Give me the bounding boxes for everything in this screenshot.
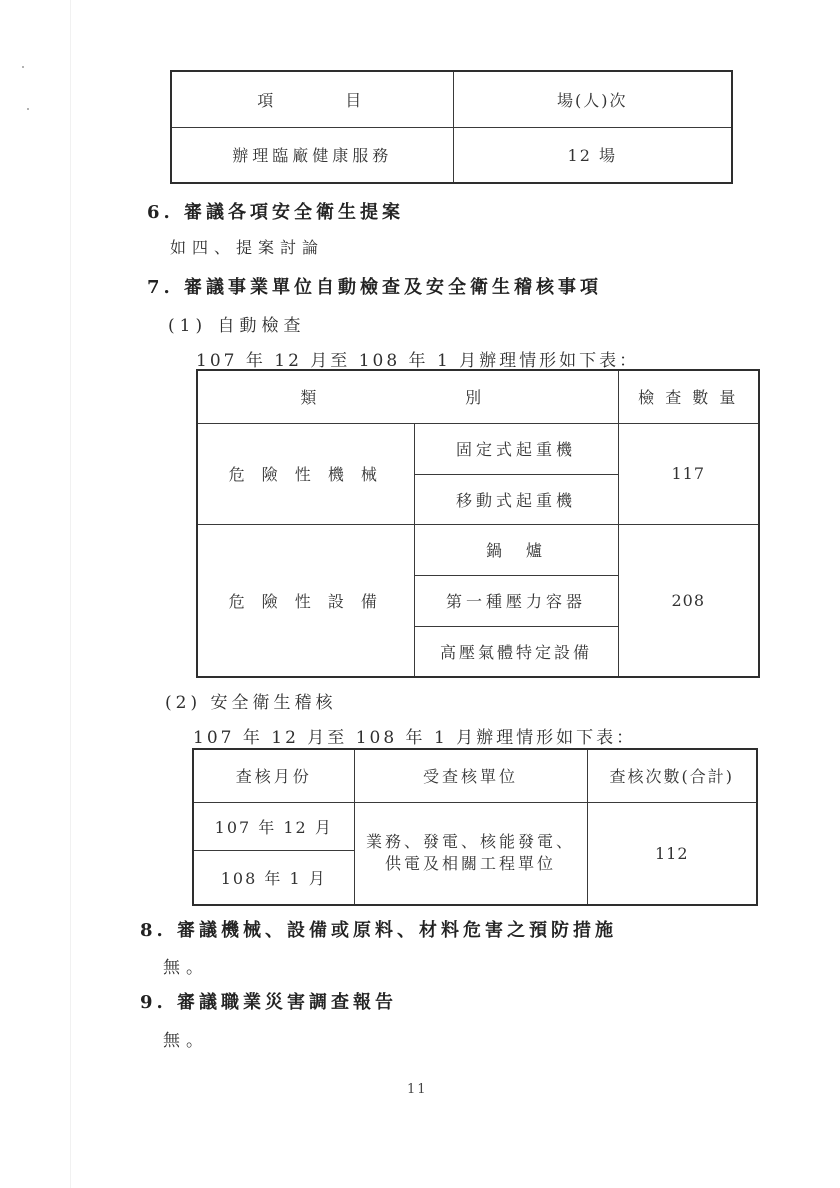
header-text: 別	[465, 388, 486, 408]
category-cell: 危 險 性 機 械	[197, 423, 414, 524]
page-number: 11	[407, 1082, 428, 1097]
audited-units-line: 業務、發電、核能發電、	[365, 832, 575, 852]
header-text: 類	[300, 388, 321, 408]
table-header-category	[197, 370, 618, 423]
section-7-heading: 7. 審議事業單位自動檢查及安全衛生稽核事項	[147, 277, 603, 298]
count-cell: 112	[587, 802, 757, 905]
count-cell: 117	[618, 423, 759, 524]
health-service-table	[170, 70, 733, 184]
table-header-cell: 場(人)次	[453, 71, 732, 127]
table-header-count: 檢 查 數 量	[618, 370, 759, 423]
item-cell: 鍋 爐	[414, 524, 618, 575]
section-9-body: 無。	[163, 1031, 209, 1051]
subsection-2-label: (2) 安全衛生稽核	[165, 693, 337, 713]
table-header-cell: 受查核單位	[354, 749, 587, 802]
table-header-cell: 查核次數(合計)	[587, 749, 757, 802]
audited-units-cell	[354, 802, 587, 905]
section-6-body: 如四、提案討論	[170, 238, 325, 257]
subsection-2-intro: 107 年 12 月至 108 年 1 月辦理情形如下表：	[193, 728, 637, 748]
audited-units-line: 供電及相關工程單位	[384, 854, 556, 874]
scan-speck	[22, 66, 24, 68]
month-cell: 108 年 1 月	[193, 850, 354, 905]
table-cell: 12 場	[453, 127, 732, 183]
table-header-cell: 項 目	[171, 71, 453, 127]
item-cell: 固定式起重機	[414, 423, 618, 474]
scan-speck	[27, 108, 29, 110]
scan-edge	[70, 0, 71, 1188]
table-header-cell: 查核月份	[193, 749, 354, 802]
item-cell: 第一種壓力容器	[414, 575, 618, 626]
section-8-body: 無。	[163, 958, 209, 978]
section-9-heading: 9. 審議職業災害調查報告	[140, 992, 398, 1013]
subsection-1-label: (1) 自動檢查	[168, 316, 306, 336]
section-8-heading: 8. 審議機械、設備或原料、材料危害之預防措施	[140, 920, 618, 941]
safety-audit-table	[192, 748, 758, 906]
section-6-heading: 6. 審議各項安全衛生提案	[147, 202, 405, 223]
item-cell: 高壓氣體特定設備	[414, 626, 618, 677]
subsection-1-intro: 107 年 12 月至 108 年 1 月辦理情形如下表：	[196, 351, 640, 371]
count-cell: 208	[618, 524, 759, 677]
item-cell: 移動式起重機	[414, 474, 618, 524]
month-cell: 107 年 12 月	[193, 802, 354, 850]
automatic-inspection-table	[196, 369, 760, 678]
table-cell: 辦理臨廠健康服務	[171, 127, 453, 183]
category-cell: 危 險 性 設 備	[197, 524, 414, 677]
